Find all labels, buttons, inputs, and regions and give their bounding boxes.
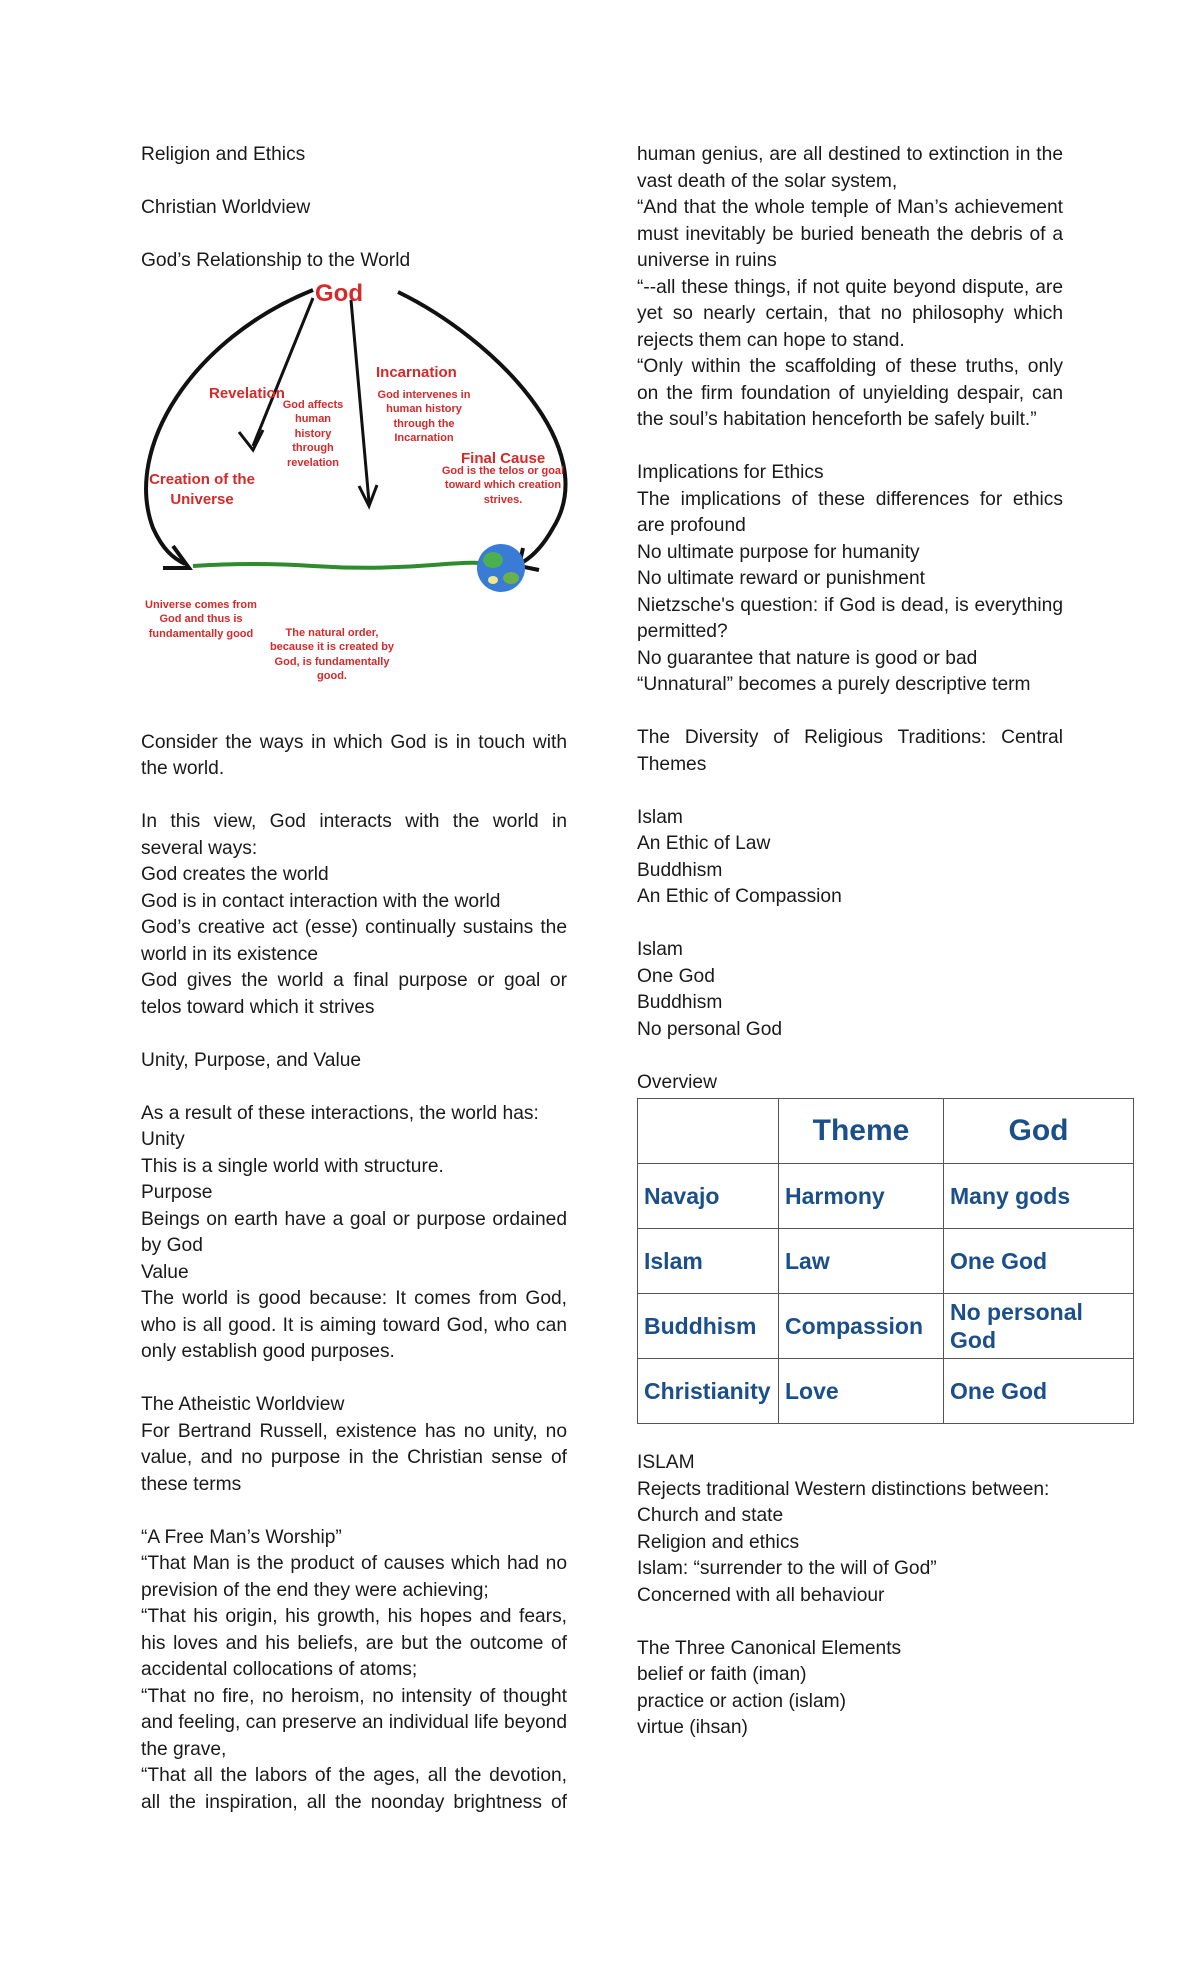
table-cell: Compassion	[779, 1294, 944, 1359]
table-cell: Many gods	[944, 1164, 1134, 1229]
table-cell: Love	[779, 1359, 944, 1424]
list-item: Nietzsche's question: if God is dead, is everything permitted?	[637, 594, 1063, 642]
table-cell: Law	[779, 1229, 944, 1294]
table-header-cell: Theme	[779, 1099, 944, 1164]
list-item: Islam: “surrender to the will of God”	[637, 1558, 937, 1579]
overview-table	[637, 1098, 1134, 1424]
list-item: God creates the world	[141, 864, 329, 885]
left-column	[141, 142, 567, 1816]
list-item: No ultimate reward or punishment	[637, 568, 925, 589]
implications-heading: Implications for Ethics	[637, 462, 824, 483]
diagram-creation-label: Creation of the Universe	[149, 470, 255, 508]
paragraph-in-this-view: In this view, God interacts with the world in several ways:	[141, 811, 567, 859]
unity-label: Unity	[141, 1129, 185, 1150]
list-item: God’s creative act (esse) continually sustains the world in its existence	[141, 917, 567, 965]
table-cell: Harmony	[779, 1164, 944, 1229]
diagram-revelation-desc: God affects human history through revelation	[282, 398, 344, 469]
unity-desc: This is a single world with structure.	[141, 1155, 444, 1177]
list-item: Islam	[637, 939, 683, 960]
quote: “That Man is the product of causes which had no prevision of the end they were achieving;	[141, 1553, 567, 1601]
list-item: practice or action (islam)	[637, 1690, 846, 1712]
upv-heading: Unity, Purpose, and Value	[141, 1049, 362, 1071]
value-desc: The world is good because: It comes from God, who is all good. It is aiming toward God, who can only establish good purposes.	[141, 1288, 567, 1362]
table-cell: One God	[944, 1229, 1134, 1294]
table-row	[638, 1229, 1134, 1294]
god-relationship-diagram	[133, 278, 573, 718]
list-item: No guarantee that nature is good or bad	[637, 647, 978, 669]
table-header-cell	[638, 1099, 779, 1164]
table-cell: Buddhism	[638, 1294, 779, 1359]
overview-label: Overview	[637, 1071, 717, 1093]
right-column	[637, 142, 1083, 1742]
list-item: No personal God	[637, 1018, 783, 1040]
list-item: God gives the world a final purpose or goal or telos toward which it strives	[141, 970, 567, 1018]
list-item: Buddhism	[637, 992, 723, 1013]
diagram-final-cause-desc: God is the telos or goal toward which creation strives.	[441, 464, 565, 506]
quote: “That no fire, no heroism, no intensity of thought and feeling, can preserve an individual life beyond the grave,	[141, 1685, 567, 1760]
value-label: Value	[141, 1261, 189, 1283]
list-item: An Ethic of Compassion	[637, 886, 842, 907]
list-item: No ultimate purpose for humanity	[637, 541, 920, 563]
diagram-revelation-label: Revelation	[209, 384, 285, 402]
list-item: An Ethic of Law	[637, 833, 771, 854]
diagram-god-label: God	[315, 279, 363, 307]
list-item: God is in contact interaction with the world	[141, 890, 501, 912]
diagram-natural-order-note: The natural order, because it is created by God, is fundamentally good.	[269, 626, 395, 682]
canonical-heading: The Three Canonical Elements	[637, 1637, 902, 1659]
purpose-label: Purpose	[141, 1182, 213, 1203]
table-cell: Islam	[638, 1229, 779, 1294]
table-row	[638, 1294, 1134, 1359]
atheistic-heading: The Atheistic Worldview	[141, 1394, 345, 1415]
list-item: Islam	[637, 806, 683, 828]
table-cell: One God	[944, 1359, 1134, 1424]
list-item: Buddhism	[637, 859, 723, 881]
quote: “That all the labors of the ages, all the devotion, all the inspiration, all the noonday brightness of	[141, 1765, 567, 1813]
quote-continued: human genius, are all destined to extinction in the vast death of the solar system,	[637, 144, 1063, 192]
quote: “That his origin, his growth, his hopes and fears, his loves and his beliefs, are but the outcome of accidental collocations of atoms;	[141, 1606, 567, 1680]
table-cell: Navajo	[638, 1164, 779, 1229]
diagram-incarnation-label: Incarnation	[376, 363, 457, 381]
table-header-row	[638, 1099, 1134, 1164]
list-item: Religion and ethics	[637, 1531, 800, 1553]
list-item: “Unnatural” becomes a purely descriptive term	[637, 674, 1031, 695]
purpose-desc: Beings on earth have a goal or purpose ordained by God	[141, 1208, 567, 1256]
worship-title: “A Free Man’s Worship”	[141, 1526, 342, 1548]
atheistic-desc: For Bertrand Russell, existence has no unity, no value, and no purpose in the Christian sense of these terms	[141, 1420, 567, 1495]
subtitle: Christian Worldview	[141, 197, 311, 218]
list-item: Concerned with all behaviour	[637, 1584, 885, 1606]
islam-rejects: Rejects traditional Western distinctions between:	[637, 1478, 1050, 1500]
paragraph-consider: Consider the ways in which God is in touch with the world.	[141, 731, 567, 779]
diagram-incarnation-desc: God intervenes in human history through the Incarnation	[377, 388, 471, 444]
doc-title: Religion and Ethics	[141, 144, 306, 165]
list-item: Church and state	[637, 1505, 784, 1526]
table-row	[638, 1359, 1134, 1424]
quote: “And that the whole temple of Man’s achievement must inevitably be buried beneath the debris of a universe in ruins	[637, 197, 1063, 271]
table-header-cell: God	[944, 1099, 1134, 1164]
upv-intro: As a result of these interactions, the world has:	[141, 1102, 539, 1124]
section-heading: God’s Relationship to the World	[141, 250, 411, 271]
diversity-heading: The Diversity of Religious Traditions: Central Themes	[637, 727, 1063, 775]
islam-heading: ISLAM	[637, 1452, 695, 1473]
diagram-final-cause-label: Final Cause	[461, 449, 546, 467]
globe-icon	[477, 544, 525, 592]
quote: “--all these things, if not quite beyond dispute, are yet so nearly certain, that no philosophy which rejects them can hope to stand.	[637, 276, 1063, 351]
arrow-incarnation	[351, 300, 369, 502]
table-row	[638, 1164, 1134, 1229]
quote: “Only within the scaffolding of these truths, only on the firm foundation of unyielding despair, can the soul’s habitation henceforth be safely built.”	[637, 356, 1063, 430]
diagram-universe-note: Universe comes from God and thus is fundamentally good	[145, 598, 257, 640]
table-cell: Christianity	[638, 1359, 779, 1424]
list-item: One God	[637, 965, 715, 987]
list-item: virtue (ihsan)	[637, 1717, 748, 1738]
list-item: belief or faith (iman)	[637, 1664, 807, 1685]
timeline-line	[193, 562, 481, 567]
table-cell: No personal God	[944, 1294, 1134, 1359]
implications-desc: The implications of these differences for ethics are profound	[637, 488, 1063, 536]
